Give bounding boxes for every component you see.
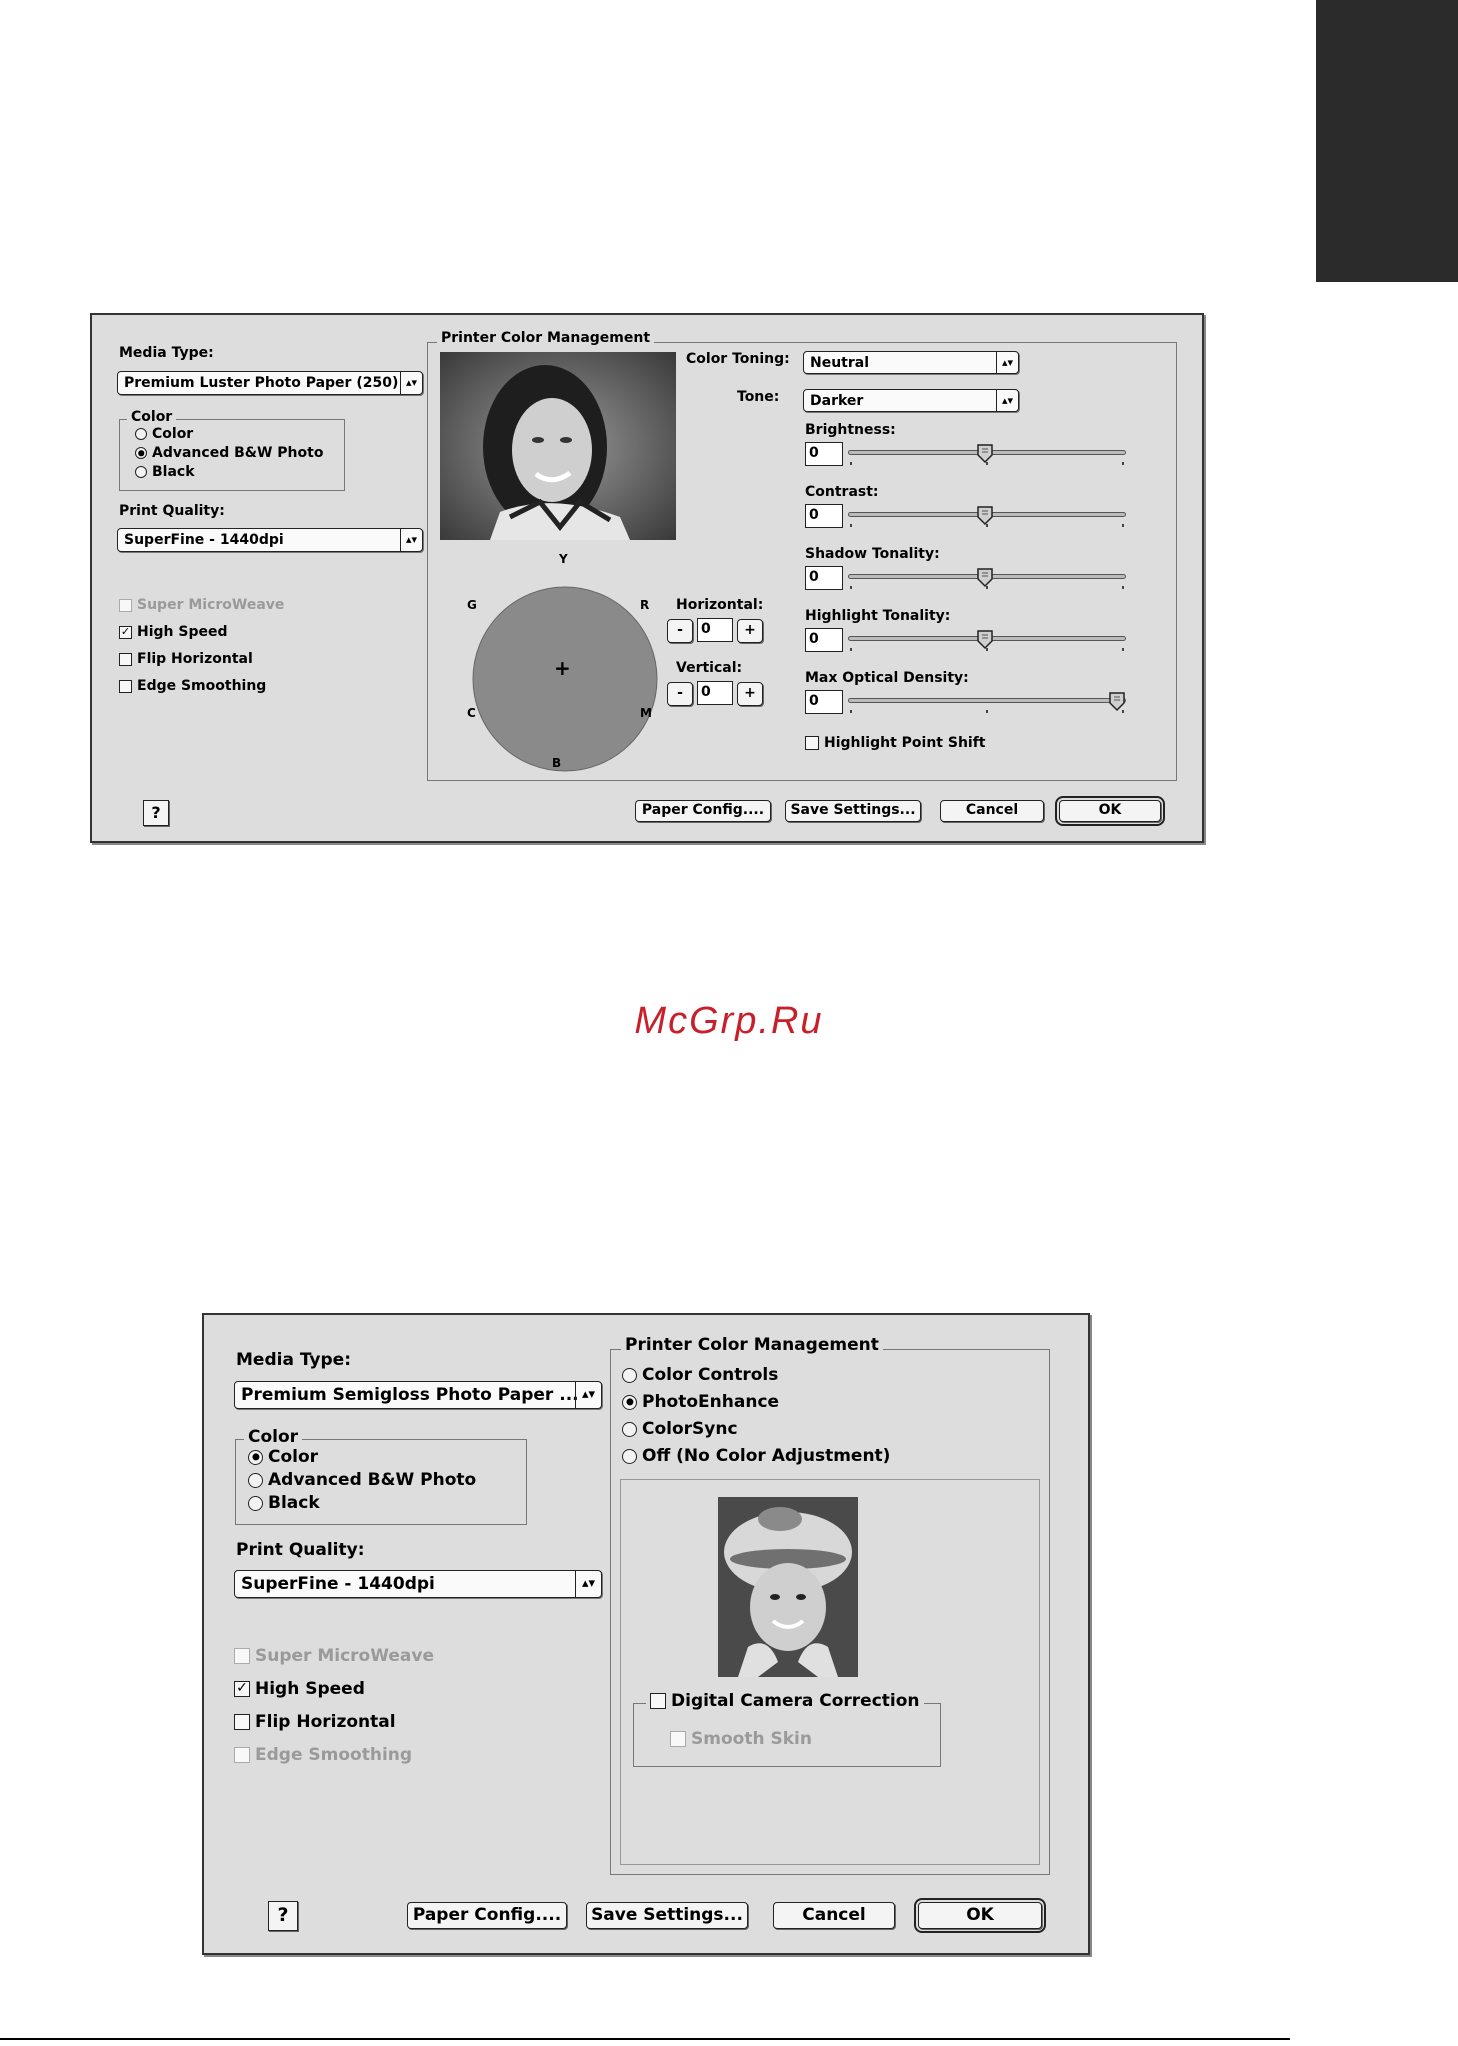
checkbox-box <box>119 653 132 666</box>
radio-button <box>622 1395 637 1410</box>
paper-config-button[interactable]: Paper Config.... <box>635 800 771 822</box>
slider-value-field-highlight-tonality[interactable]: 0 <box>805 628 843 652</box>
print-quality-label: Print Quality: <box>236 1540 365 1560</box>
radio-photoenhance[interactable] <box>622 1392 779 1412</box>
slider-thumb[interactable] <box>976 506 994 530</box>
checkbox-high-speed[interactable] <box>234 1679 365 1699</box>
radio-button <box>248 1496 263 1511</box>
popup-arrows-icon: ▴▾ <box>996 390 1018 411</box>
radio-colorsync[interactable] <box>622 1419 738 1439</box>
checkbox-label: Super MicroWeave <box>255 1646 434 1666</box>
wheel-label-r: R <box>640 598 650 612</box>
slider-thumb[interactable] <box>976 568 994 592</box>
wheel-label-c: C <box>467 706 476 720</box>
slider-tick <box>850 648 852 651</box>
checkbox-flip-horizontal[interactable] <box>234 1712 396 1732</box>
wheel-center-marker[interactable]: + <box>554 656 571 680</box>
tone-value: Darker <box>810 392 864 409</box>
slider-tick <box>850 710 852 713</box>
checkbox-edge-smoothing[interactable] <box>119 678 266 694</box>
checkbox-box <box>805 736 819 750</box>
color-group-title: Color <box>127 409 176 425</box>
radio-label: Advanced B&W Photo <box>268 1470 477 1490</box>
horizontal-increase-button[interactable]: + <box>737 619 763 643</box>
watermark-text: McGrp.Ru <box>634 1000 824 1042</box>
print-quality-value: SuperFine - 1440dpi <box>241 1574 435 1594</box>
popup-arrows-icon: ▴▾ <box>575 1571 601 1597</box>
slider-tick <box>1122 462 1124 465</box>
ok-button[interactable]: OK <box>918 1902 1042 1929</box>
checkbox-super-microweave[interactable] <box>234 1646 434 1666</box>
print-settings-dialog-color <box>202 1313 1090 1955</box>
ok-button[interactable]: OK <box>1059 800 1161 822</box>
radio-color[interactable] <box>248 1447 318 1467</box>
slider-tick <box>850 524 852 527</box>
media-type-label: Media Type: <box>119 345 214 361</box>
wheel-label-g: G <box>467 598 477 612</box>
radio-color-controls[interactable] <box>622 1365 778 1385</box>
help-button[interactable]: ? <box>143 800 169 826</box>
print-settings-dialog-bw <box>90 313 1204 843</box>
color-group-title: Color <box>244 1427 302 1447</box>
vertical-decrease-button[interactable]: - <box>667 682 693 706</box>
vertical-increase-button[interactable]: + <box>737 682 763 706</box>
radio-label: Color Controls <box>642 1365 779 1385</box>
checkbox-box <box>650 1693 666 1709</box>
media-type-popup[interactable] <box>234 1381 602 1409</box>
checkbox-box <box>234 1747 250 1763</box>
digital-camera-correction-checkbox[interactable] <box>646 1691 924 1711</box>
media-type-value: Premium Semigloss Photo Paper ... <box>241 1385 579 1405</box>
slider-tick <box>1122 524 1124 527</box>
slider-label-contrast: Contrast: <box>805 484 879 500</box>
radio-advanced-b-w-photo[interactable] <box>135 445 323 461</box>
media-type-value: Premium Luster Photo Paper (250) <box>124 375 399 391</box>
checkbox-label: Flip Horizontal <box>255 1712 396 1732</box>
slider-tick <box>986 710 988 713</box>
tone-label: Tone: <box>737 389 780 405</box>
slider-tick <box>850 462 852 465</box>
radio-advanced-b-w-photo[interactable] <box>248 1470 476 1490</box>
radio-button <box>622 1422 637 1437</box>
checkbox-label: High Speed <box>137 624 228 640</box>
print-quality-label: Print Quality: <box>119 503 225 519</box>
checkbox-box <box>234 1648 250 1664</box>
radio-label: Color <box>152 426 194 442</box>
slider-thumb[interactable] <box>976 444 994 468</box>
radio-label: Black <box>268 1493 320 1513</box>
checkbox-box <box>119 680 132 693</box>
radio-label: Black <box>152 464 195 480</box>
digital-camera-correction-label: Digital Camera Correction <box>671 1691 920 1711</box>
paper-config-button[interactable]: Paper Config.... <box>407 1902 567 1929</box>
checkbox-box: ✓ <box>120 624 131 638</box>
radio-button <box>248 1473 263 1488</box>
smooth-skin-checkbox[interactable] <box>670 1729 812 1749</box>
radio-button <box>248 1450 263 1465</box>
radio-button <box>622 1368 637 1383</box>
section-tab-marker <box>1316 0 1458 282</box>
slider-value-field-contrast[interactable]: 0 <box>805 504 843 528</box>
radio-black[interactable] <box>135 464 195 480</box>
vertical-value-field[interactable]: 0 <box>697 681 733 705</box>
checkbox-flip-horizontal[interactable] <box>119 651 253 667</box>
slider-thumb[interactable] <box>1108 692 1126 716</box>
smooth-skin-label: Smooth Skin <box>691 1729 812 1749</box>
slider-thumb[interactable] <box>976 630 994 654</box>
wheel-label-b: B <box>552 756 562 770</box>
cancel-button[interactable]: Cancel <box>940 800 1044 822</box>
checkbox-edge-smoothing[interactable] <box>234 1745 412 1765</box>
sample-photo-portrait <box>440 352 676 540</box>
horizontal-decrease-button[interactable]: - <box>667 619 693 643</box>
radio-button <box>135 428 147 440</box>
radio-button <box>135 466 147 478</box>
slider-tick <box>850 586 852 589</box>
horizontal-label: Horizontal: <box>676 597 764 613</box>
checkbox-box <box>234 1714 250 1730</box>
popup-arrows-icon: ▴▾ <box>996 352 1018 373</box>
radio-button <box>135 447 147 459</box>
popup-arrows-icon: ▴▾ <box>400 529 422 551</box>
radio-black[interactable] <box>248 1493 320 1513</box>
page-bottom-rule <box>0 2038 1290 2040</box>
radio-color[interactable] <box>135 426 193 442</box>
checkbox-super-microweave[interactable] <box>119 597 284 613</box>
slider-value-field-max-optical-density[interactable]: 0 <box>805 690 843 714</box>
radio-label: PhotoEnhance <box>642 1392 780 1412</box>
highlight-point-shift-label: Highlight Point Shift <box>824 735 986 751</box>
slider-label-highlight-tonality: Highlight Tonality: <box>805 608 951 624</box>
color-toning-value: Neutral <box>810 354 870 371</box>
radio-label: Color <box>268 1447 319 1467</box>
slider-track-max-optical-density[interactable] <box>848 698 1126 703</box>
wheel-label-y: Y <box>559 552 568 566</box>
radio-label: Advanced B&W Photo <box>152 445 324 461</box>
checkbox-label: Flip Horizontal <box>137 651 253 667</box>
wheel-label-m: M <box>640 706 652 720</box>
save-settings-button[interactable]: Save Settings... <box>785 800 921 822</box>
checkbox-label: Edge Smoothing <box>137 678 267 694</box>
highlight-point-shift-checkbox[interactable] <box>805 735 986 751</box>
print-quality-value: SuperFine - 1440dpi <box>124 532 284 548</box>
slider-tick <box>1122 648 1124 651</box>
checkbox-label: High Speed <box>255 1679 365 1699</box>
slider-value-field-shadow-tonality[interactable]: 0 <box>805 566 843 590</box>
color-toning-label: Color Toning: <box>686 351 790 367</box>
tone-popup[interactable] <box>803 389 1019 412</box>
media-type-label: Media Type: <box>236 1350 351 1370</box>
slider-label-max-optical-density: Max Optical Density: <box>805 670 969 686</box>
radio-label: Off (No Color Adjustment) <box>642 1446 891 1466</box>
radio-button <box>622 1449 637 1464</box>
media-type-popup[interactable] <box>117 371 423 395</box>
horizontal-value-field[interactable]: 0 <box>697 618 733 642</box>
print-quality-popup[interactable] <box>117 528 423 552</box>
popup-arrows-icon: ▴▾ <box>400 372 422 394</box>
printer-color-management-title: Printer Color Management <box>437 330 654 346</box>
printer-color-management-title: Printer Color Management <box>621 1335 883 1355</box>
slider-value-field-brightness[interactable]: 0 <box>805 442 843 466</box>
print-quality-popup[interactable] <box>234 1570 602 1598</box>
cancel-button[interactable]: Cancel <box>773 1902 895 1929</box>
slider-label-shadow-tonality: Shadow Tonality: <box>805 546 940 562</box>
sample-photo-child <box>718 1497 858 1677</box>
save-settings-button[interactable]: Save Settings... <box>586 1902 748 1929</box>
slider-tick <box>1122 586 1124 589</box>
radio-off-no-color-adjustment[interactable] <box>622 1446 890 1466</box>
radio-label: ColorSync <box>642 1419 738 1439</box>
checkbox-high-speed[interactable] <box>119 624 228 640</box>
checkbox-box: ✓ <box>234 1681 250 1697</box>
slider-label-brightness: Brightness: <box>805 422 896 438</box>
color-adjustment-wheel[interactable] <box>447 567 687 797</box>
checkbox-label: Super MicroWeave <box>137 597 285 613</box>
vertical-label: Vertical: <box>676 660 743 676</box>
color-toning-popup[interactable] <box>803 351 1019 374</box>
checkbox-label: Edge Smoothing <box>255 1745 413 1765</box>
checkbox-box <box>670 1731 686 1747</box>
popup-arrows-icon: ▴▾ <box>575 1382 601 1408</box>
help-button[interactable]: ? <box>268 1901 298 1931</box>
checkbox-box <box>119 599 132 612</box>
